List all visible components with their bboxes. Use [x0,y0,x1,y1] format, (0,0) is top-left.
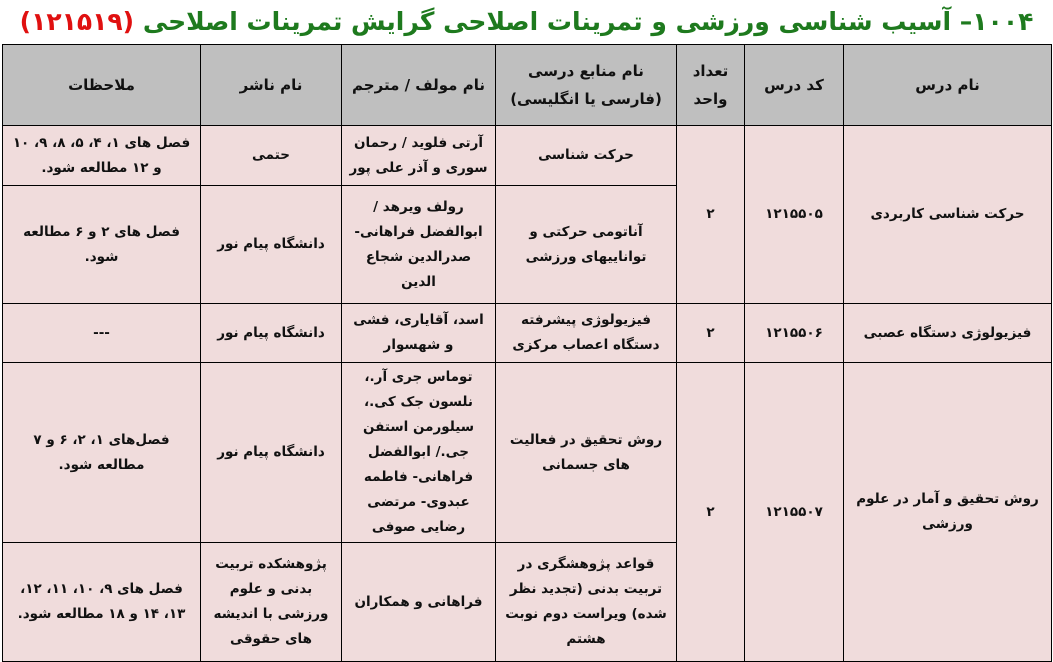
book-author: آرتی فلوید / رحمان سوری و آذر علی پور [342,126,496,186]
course-name: فیزیولوژی دستگاه عصبی [844,304,1052,363]
book-source: آناتومی حرکتی و تواناییهای ورزشی [496,186,677,304]
header-course-code: کد درس [745,45,844,126]
header-units: تعداد واحد [677,45,745,126]
book-notes: فصل های ۱، ۴، ۵، ۸، ۹، ۱۰ و ۱۲ مطالعه شود. [3,126,201,186]
header-notes: ملاحظات [3,45,201,126]
header-source: نام منابع درسی (فارسی یا انگلیسی) [496,45,677,126]
book-publisher: حتمی [201,126,342,186]
header-author: نام مولف / مترجم [342,45,496,126]
book-publisher: دانشگاه پیام نور [201,304,342,363]
book-author: رولف ویرهد / ابوالفضل فراهانی- صدرالدین شجاع الدین [342,186,496,304]
course-code: ۱۲۱۵۵۰۷ [745,363,844,662]
course-table [2,44,1052,662]
book-author: فراهانی و همکاران [342,543,496,662]
table-row [3,304,1052,363]
book-source: قواعد پژوهشگری در تربیت بدنی (تجدید نظر شده) ویراست دوم نوبت هشتم [496,543,677,662]
course-units: ۲ [677,304,745,363]
book-source: حرکت شناسی [496,126,677,186]
book-publisher: پژوهشکده تربیت بدنی و علوم ورزشی با اندیشه های حقوقی [201,543,342,662]
course-code: ۱۲۱۵۵۰۵ [745,126,844,304]
course-name: روش تحقیق و آمار در علوم ورزشی [844,363,1052,662]
book-publisher: دانشگاه پیام نور [201,363,342,543]
book-notes: فصل‌های ۱، ۲، ۶ و ۷ مطالعه شود. [3,363,201,543]
page-title [0,2,1053,42]
course-units: ۲ [677,126,745,304]
book-notes: --- [3,304,201,363]
book-publisher: دانشگاه پیام نور [201,186,342,304]
book-notes: فصل های ۲ و ۶ مطالعه شود. [3,186,201,304]
title-main: ۱۰۰۴– آسیب شناسی ورزشی و تمرینات اصلاحی گرایش تمرینات اصلاحی [142,7,1034,36]
book-source: روش تحقیق در فعالیت های جسمانی [496,363,677,543]
header-course-name: نام درس [844,45,1052,126]
table-row [3,126,1052,186]
course-name: حرکت شناسی کاربردی [844,126,1052,304]
book-author: اسد، آقایاری، فشی و شهسوار [342,304,496,363]
course-code: ۱۲۱۵۵۰۶ [745,304,844,363]
table-row [3,363,1052,543]
book-author: توماس جری آر.، نلسون جک کی.، سیلورمن استفن جی./ ابوالفضل فراهانی- فاطمه عبدوی- مرتضی رضایی صوفی [342,363,496,543]
header-row [3,45,1052,126]
book-notes: فصل های ۹، ۱۰، ۱۱، ۱۲، ۱۳، ۱۴ و ۱۸ مطالعه شود. [3,543,201,662]
title-code: (۱۲۱۵۱۹) [19,7,135,36]
header-publisher: نام ناشر [201,45,342,126]
book-source: فیزیولوژی پیشرفته دستگاه اعصاب مرکزی [496,304,677,363]
course-units: ۲ [677,363,745,662]
